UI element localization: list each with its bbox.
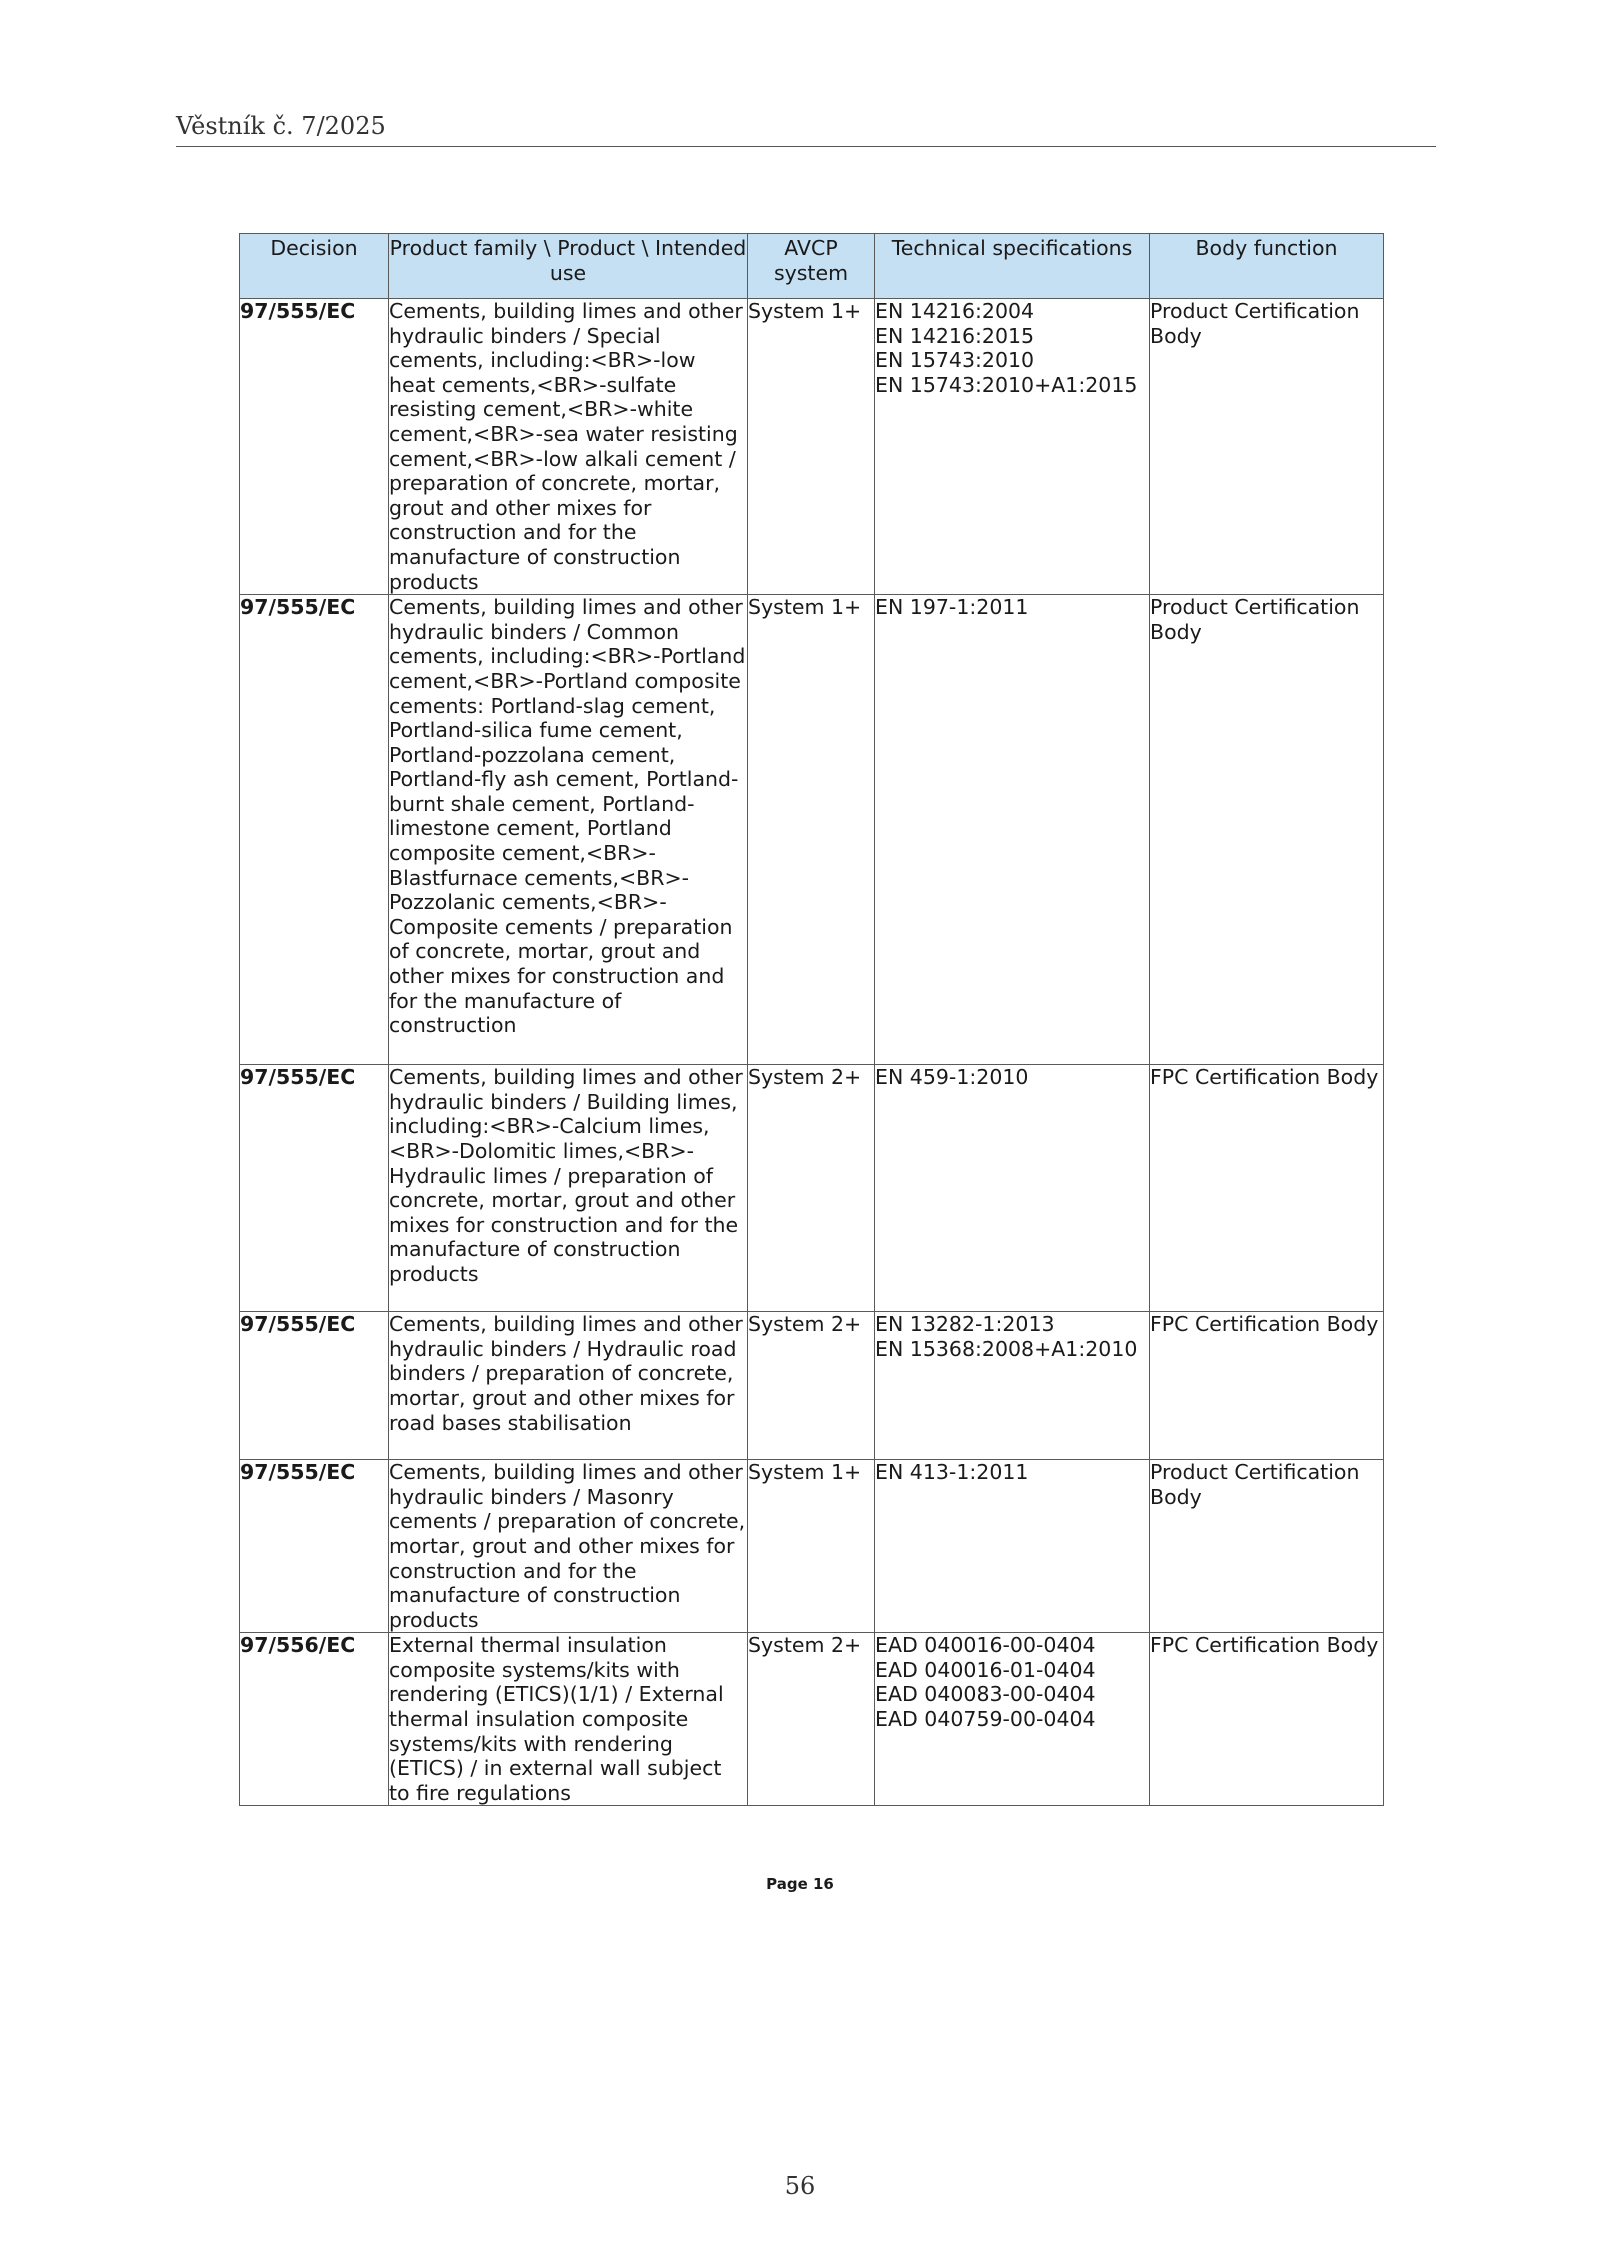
spec-item: EN 459-1:2010 [875,1065,1029,1090]
spec-item: EN 197-1:2011 [875,595,1029,620]
spec-item: EN 413-1:2011 [875,1460,1029,1485]
product-cell [389,595,748,1065]
running-title: Věstník č. 7/2025 [176,112,386,140]
avcp-cell: System 1+ [748,299,875,595]
spec-item: EAD 040759-00-0404 [875,1707,1096,1732]
avcp-cell: System 1+ [748,595,875,1065]
column-header-decision: Decision [240,234,389,299]
table-row [240,1312,1384,1460]
decision-cell: 97/555/EC [240,1065,389,1312]
column-header-avcp: AVCP system [748,234,875,299]
decision-cell: 97/555/EC [240,595,389,1065]
spec-item: EAD 040083-00-0404 [875,1682,1096,1707]
product-cell: Cements, building limes and other hydraulic binders / Special cements, including:<BR>-low heat cements,<BR>-sulfate resisting cement,<BR>-white cement,<BR>-sea water resisting cement,<BR>-low alkali cement / preparation of concrete, mortar, grout and other mixes for construction and for the manufacture of construction products [389,299,748,595]
decision-cell: 97/555/EC [240,1312,389,1460]
avcp-cell: System 2+ [748,1633,875,1806]
decision-cell: 97/556/EC [240,1633,389,1806]
table-row [240,299,1384,595]
product-text: Cements, building limes and other hydraulic binders / Common cements, including:<BR>-Portland cement,<BR>-Portland composite cements: Portland-slag cement, Portland-silica fume cement, Portland-pozzolana cement, Portland-fly ash cement, Portland-burnt shale cement, Portland-limestone cement, Portland composite cement,<BR>-Blastfurnace cements,<BR>-Pozzolanic cements,<BR>-Composite cements / preparation of concrete, mortar, grout and other mixes for construction and for the manufacture of construction [389,595,746,1038]
header-rule [176,146,1436,147]
spec-item: EN 14216:2004 [875,299,1035,323]
spec-item: EN 14216:2015 [875,323,1035,348]
table-header-row [240,234,1384,299]
body-cell: Product Certification Body [1150,1460,1384,1633]
spec-item: EAD 040016-01-0404 [875,1657,1096,1682]
body-cell: FPC Certification Body [1150,1065,1384,1312]
body-cell: FPC Certification Body [1150,1633,1384,1806]
product-cell: Cements, building limes and other hydraulic binders / Building limes, including:<BR>-Calcium limes,<BR>-Dolomitic limes,<BR>-Hydraulic limes / preparation of concrete, mortar, grout and other mixes for construction and for the manufacture of construction products [389,1065,748,1312]
body-cell: FPC Certification Body [1150,1312,1384,1460]
spec-item: EAD 040016-00-0404 [875,1633,1096,1658]
spec-item: EN 13282-1:2013 [875,1312,1055,1337]
table-row [240,595,1384,1065]
page-number: 56 [784,2172,816,2200]
column-header-body: Body function [1150,234,1384,299]
body-cell: Product Certification Body [1150,299,1384,595]
specs-cell [875,299,1150,595]
specs-cell [875,1065,1150,1312]
specs-cell [875,1460,1150,1633]
product-cell: Cements, building limes and other hydraulic binders / Masonry cements / preparation of concrete, mortar, grout and other mixes for construction and for the manufacture of construction products [389,1460,748,1633]
avcp-cell: System 1+ [748,1460,875,1633]
specs-cell [875,595,1150,1065]
table-row [240,1065,1384,1312]
body-cell: Product Certification Body [1150,595,1384,1065]
decision-cell: 97/555/EC [240,299,389,595]
avcp-cell: System 2+ [748,1312,875,1460]
spec-item: EN 15743:2010+A1:2015 [875,372,1138,397]
decision-cell: 97/555/EC [240,1460,389,1633]
page-label: Page 16 [766,1875,834,1893]
specs-cell [875,1312,1150,1460]
specs-cell [875,1633,1150,1806]
column-header-specs: Technical specifications [875,234,1150,299]
decisions-table [239,233,1384,1806]
spec-item: EN 15368:2008+A1:2010 [875,1336,1138,1361]
table-row [240,1633,1384,1806]
column-header-product: Product family \ Product \ Intended use [389,234,748,299]
product-cell: Cements, building limes and other hydraulic binders / Hydraulic road binders / preparation of concrete, mortar, grout and other mixes for road bases stabilisation [389,1312,748,1460]
spec-item: EN 15743:2010 [875,348,1035,373]
table-row [240,1460,1384,1633]
product-cell: External thermal insulation composite systems/kits with rendering (ETICS)(1/1) / External thermal insulation composite systems/kits with rendering (ETICS) / in external wall subject to fire regulations [389,1633,748,1806]
avcp-cell: System 2+ [748,1065,875,1312]
